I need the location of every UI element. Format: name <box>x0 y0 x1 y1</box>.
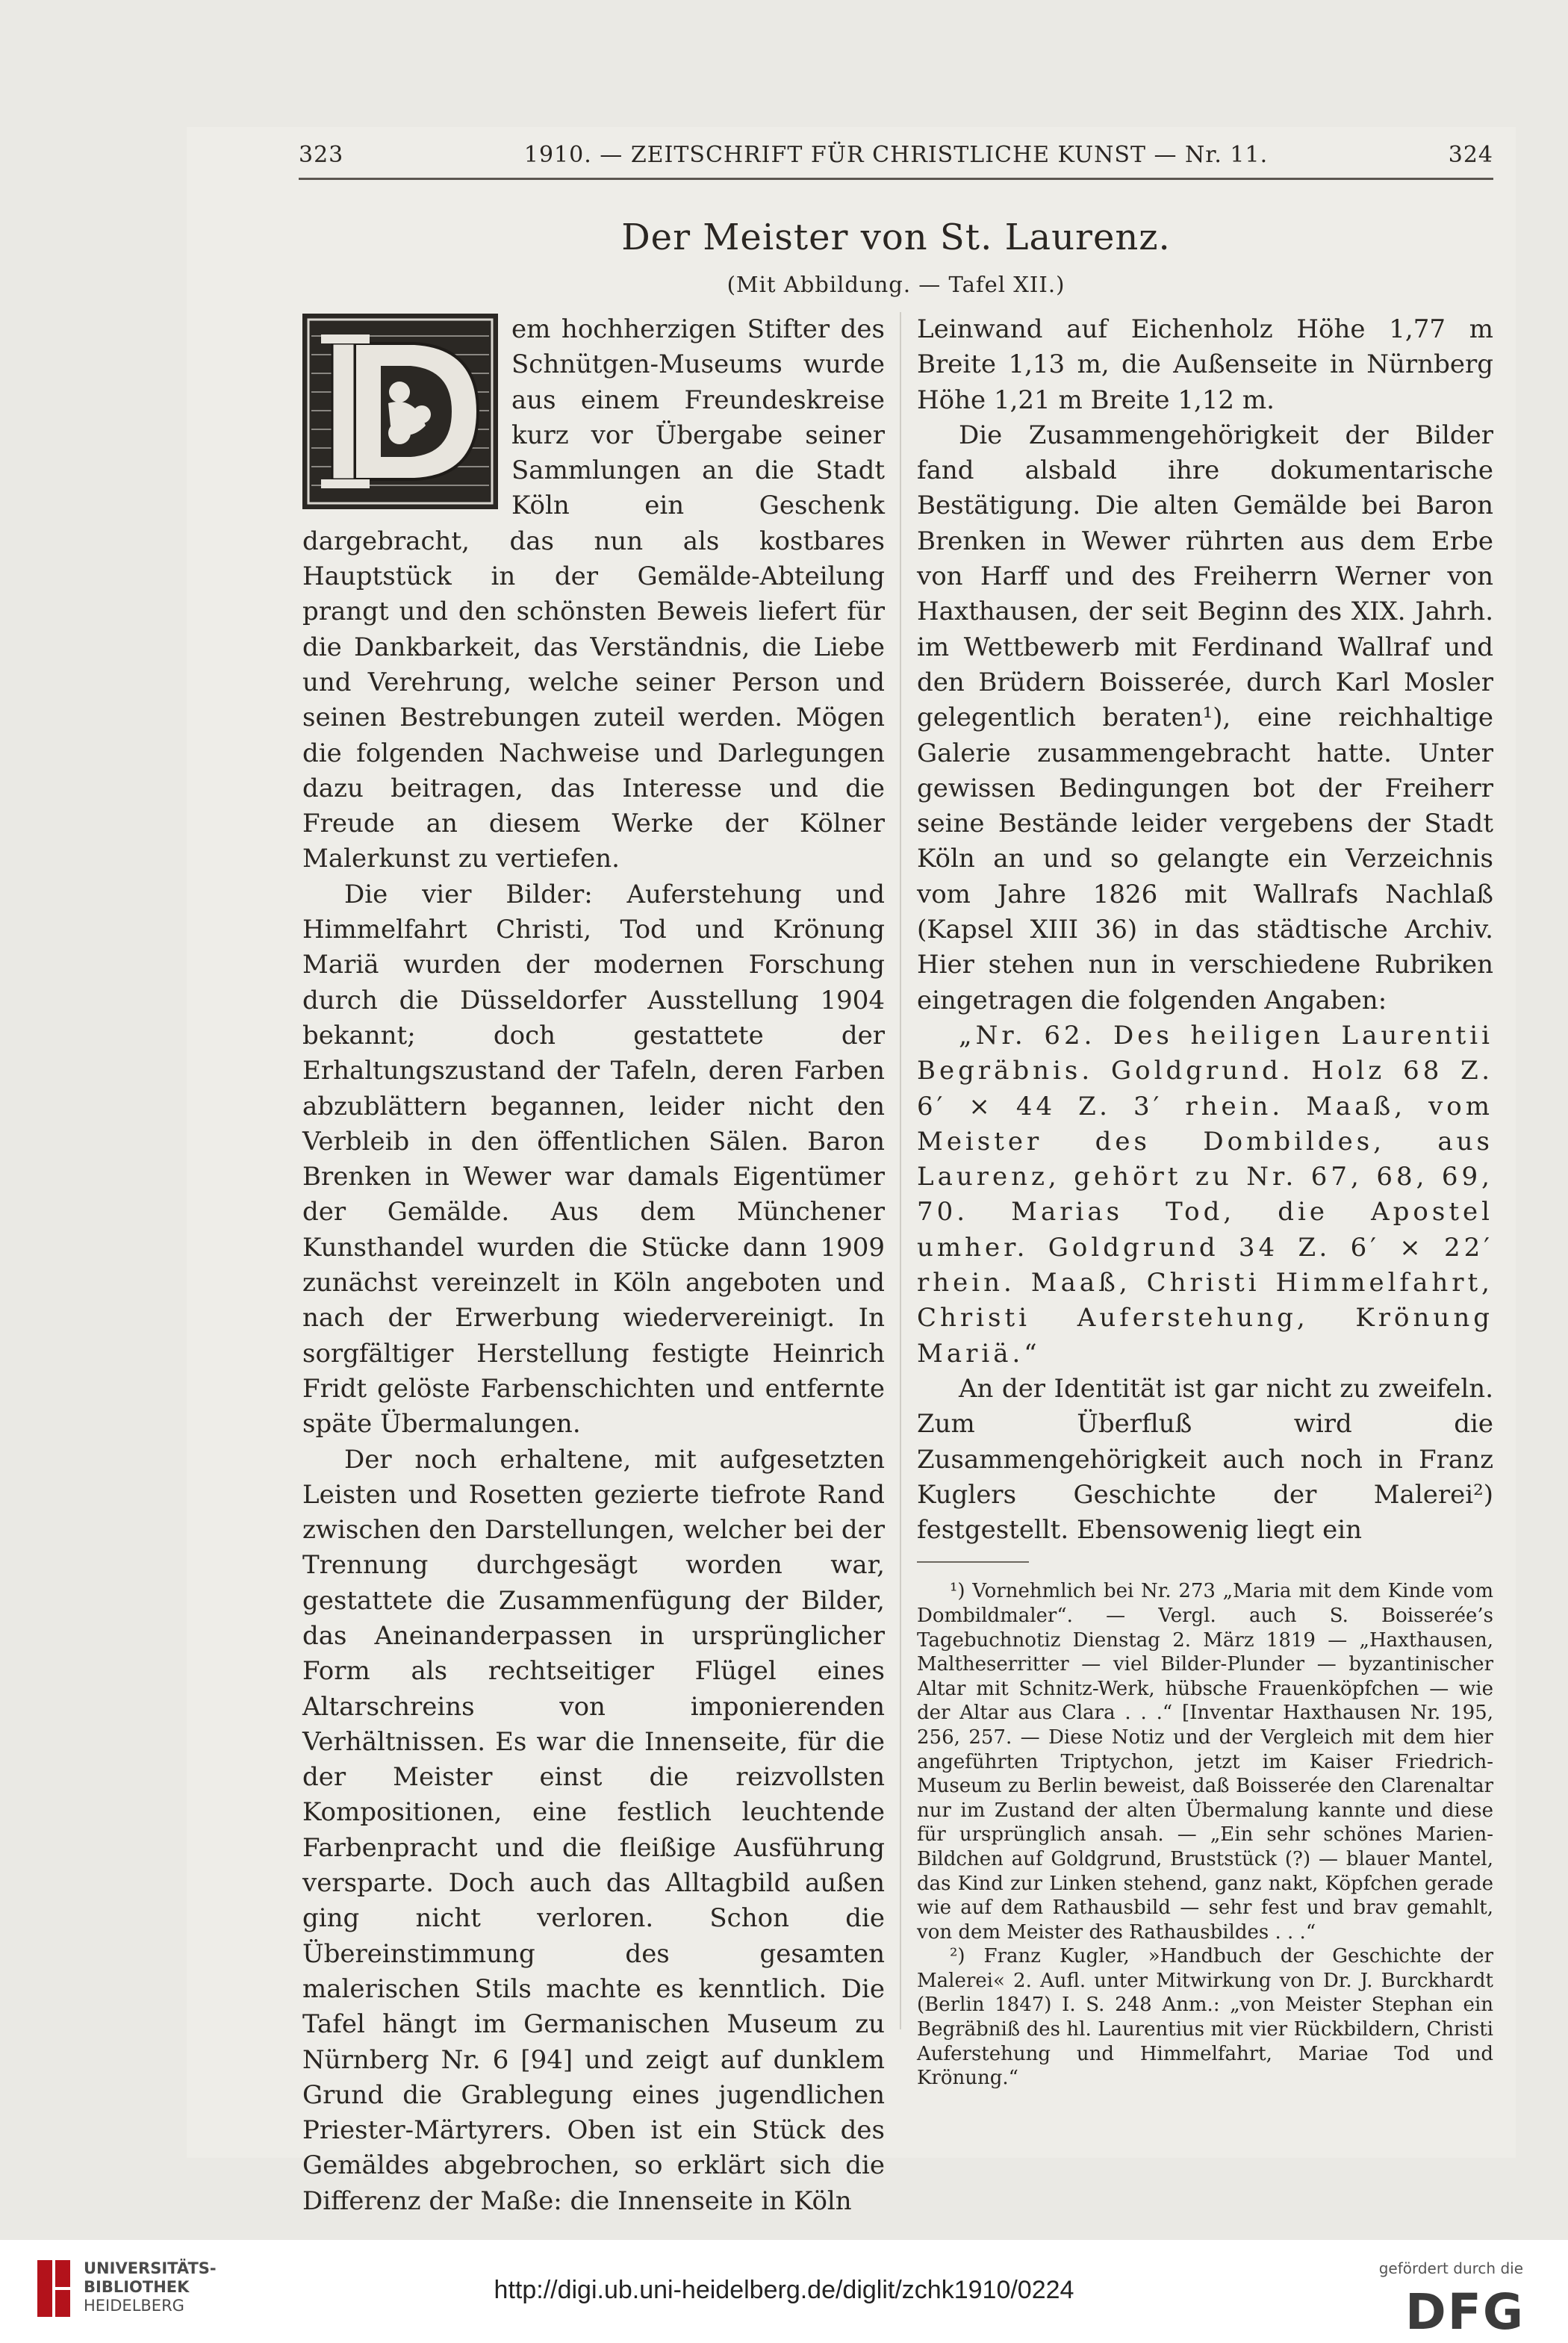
paragraph: em hochherzigen Stifter des Schnütgen-Museums wurde aus einem Freundeskreise kurz vor Übergabe seiner Sammlungen an die Stadt Köln ein Geschenk dargebracht, das nun als kostbares Hauptstück in der Gemälde-Abteilung prangt und den schönsten Beweis liefert für die Dankbarkeit, das Verständnis, die Liebe und Verehrung, welche seiner Person und seinen Bestrebungen zuteil werden. Mögen die folgenden Nachweise und Darlegungen dazu beitragen, das Interesse und die Freude an diesem Werke der Kölner Malerkunst zu vertiefen. <box>302 314 885 874</box>
paragraph: An der Identität ist gar nicht zu zweifeln. Zum Überfluß wird die Zusammengehörigkeit auch noch in Franz Kuglers Geschichte der Malerei²) festgestellt. Ebensowenig liegt ein <box>917 1373 1493 1546</box>
library-name: UNIVERSITÄTS- BIBLIOTHEK HEIDELBERG <box>84 2259 217 2315</box>
article-subtitle: (Mit Abbildung. — Tafel XII.) <box>727 272 1065 297</box>
left-column <box>302 312 885 2219</box>
column-divider <box>900 312 901 2029</box>
ornament-icon <box>302 314 498 509</box>
dfg-logo: DFG <box>1404 2283 1525 2341</box>
paragraph: Die vier Bilder: Auferstehung und Himmelfahrt Christi, Tod und Krönung Mariä wurden der modernen Forschung durch die Düsseldorfer Ausstellung 1904 bekannt; doch gestattete der Erhaltungszustand der Tafeln, deren Farben abzublättern begannen, leider nicht den Verbleib in den öffentlichen Sälen. Baron Brenken in Wewer war damals Eigentümer der Gemälde. Aus dem Münchener Kunsthandel wurden die Stücke dann 1909 zunächst vereinzelt in Köln angeboten und nach der Erwerbung wiedervereinigt. In sorgfältiger Herstellung festigte Heinrich Fridt gelöste Farbenschichten und entfernte späte Übermalungen. <box>302 879 885 1440</box>
paragraph: Leinwand auf Eichenholz Höhe 1,77 m Breite 1,13 m, die Außenseite in Nürnberg Höhe 1,21 m Breite 1,12 m. <box>917 314 1493 415</box>
funding-label: gefördert durch die <box>1378 2259 1523 2277</box>
paragraph: Der noch erhaltene, mit aufgesetzten Leisten und Rosetten gezierte tiefrote Rand zwischen den Darstellungen, welcher bei der Trennung durchgesägt worden war, gestattete die Zusammenfügung der Bilder, das Aneinanderpassen in ursprünglicher Form als rechtseitiger Flügel eines Altarschreins von imponierenden Verhältnissen. Es war die Innenseite, für die der Meister einst die reizvollsten Kompositionen, eine festlich leuchtende Farbenpracht und die fleißige Ausführung versparte. Doch auch das Alltagbild außen ging nicht verloren. Schon die Übereinstimmung des gesamten malerischen Stils machte es kenntlich. Die Tafel hängt im Germanischen Museum zu Nürnberg Nr. 6 [94] und zeigt auf dunklem Grund die Grablegung eines jugendlichen Priester-Märtyrers. Oben ist ein Stück des Gemäldes abgebrochen, so erklärt sich die Differenz der Maße: die Innenseite in Köln <box>302 1444 885 2216</box>
quoted-inventory-entry: „Nr. 62. Des heiligen Laurentii Begräbnis. Goldgrund. Holz 68 Z. 6′ × 44 Z. 3′ rhein. Maaß, vom Meister des Dombildes, aus Laurenz, gehört zu Nr. 67, 68, 69, 70. Marias Tod, die Apostel umher. Goldgrund 34 Z. 6′ × 22′ rhein. Maaß, Christi Himmelfahrt, Christi Auferstehung, Krönung Mariä.“ <box>917 1020 1493 1369</box>
article-title: Der Meister von St. Laurenz. <box>621 217 1171 258</box>
running-title: 1910. — ZEITSCHRIFT FÜR CHRISTLICHE KUNST — Nr. 11. <box>523 142 1269 168</box>
footnote-2: ²) Franz Kugler, »Handbuch der Geschichte der Malerei« 2. Aufl. unter Mitwirkung von Dr. J. Burckhardt (Berlin 1847) I. S. 248 Anm.: „von Meister Stephan ein Begräbniß des hl. Laurentius mit vier Rückbildern, Christi Auferstehung und Himmelfahrt, Mariae Tod und Krönung.“ <box>917 1945 1493 2090</box>
page-number-left: 323 <box>299 142 344 168</box>
footnotes <box>917 1579 1493 2090</box>
footnote-1: ¹) Vornehmlich bei Nr. 273 „Maria mit dem Kinde vom Dombildmaler“. — Vergl. auch S. Boisserée’s Tagebuchnotiz Dienstag 2. März 1819 — „Haxthausen, Maltheserritter — viel Bilder-Plunder — byzantinischer Altar mit Schnitz-Werk, hübsche Frauenköpfchen — wie der Altar aus Clara . . .“ [Inventar Haxthausen Nr. 195, 256, 257. — Diese Notiz und der Vergleich mit dem hier angeführten Triptychon, jetzt im Kaiser Friedrich-Museum zu Berlin beweist, daß Boisserée den Clarenaltar nur im Zustand der alten Übermalung kannte und diese für ursprünglich ansah. — „Ein sehr schönes Marien-Bildchen auf Goldgrund, Bruststück (?) — blauer Mantel, das Kind zur Linken stehend, ganz nakt, Köpfchen gerade wie auf dem Rathausbild — sehr fest und brav gemahlt, von dem Meister des Rathausbildes . . .“ <box>917 1580 1493 1944</box>
running-header <box>299 142 1493 179</box>
footnote-rule <box>917 1561 1029 1563</box>
page-number-right: 324 <box>1448 142 1493 168</box>
decorated-initial <box>302 314 498 509</box>
paragraph: Die Zusammengehörigkeit der Bilder fand alsbald ihre dokumentarische Bestätigung. Die alten Gemälde bei Baron Brenken in Wewer rührten aus dem Erbe von Harff und des Freiherrn Werner von Haxthausen, der seit Beginn des XIX. Jahrh. im Wettbewerb mit Ferdinand Wallraf und den Brüdern Boisserée, durch Karl Mosler gelegentlich beraten¹), eine reichhaltige Galerie zusammengebracht hatte. Unter gewissen Bedingungen bot der Freiherr seine Bestände leider vergebens der Stadt Köln an und so gelangte ein Verzeichnis vom Jahre 1826 mit Wallrafs Nachlaß (Kapsel XIII 36) in das städtische Archiv. Hier stehen nun in verschiedene Rubriken eingetragen die folgenden Angaben: <box>917 420 1493 1015</box>
header-rule <box>299 178 1493 180</box>
right-column <box>917 312 1493 2091</box>
permalink-url[interactable]: http://digi.ub.uni-heidelberg.de/diglit/zchk1910/0224 <box>494 2276 1074 2304</box>
